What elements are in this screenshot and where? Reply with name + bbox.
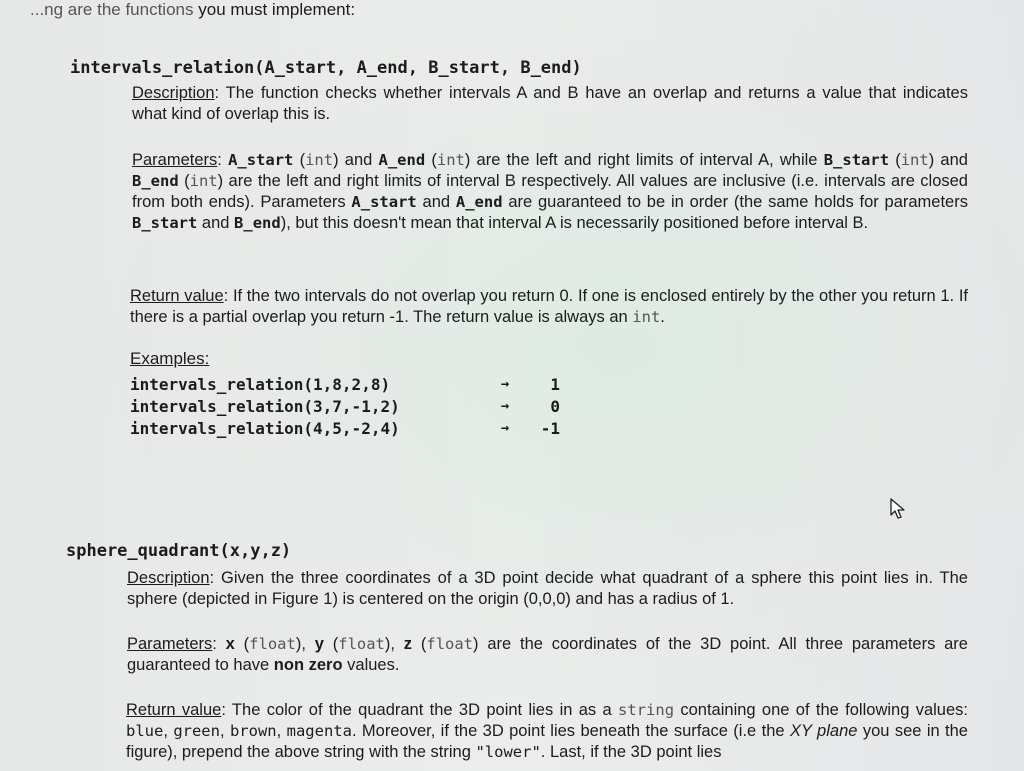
and-text: and <box>422 193 451 211</box>
type-int: int <box>305 151 334 169</box>
type-float: float <box>249 635 296 653</box>
type-int: int <box>436 151 465 169</box>
param-b-end: B_end <box>132 172 179 190</box>
params-text-2: values. <box>347 656 400 674</box>
func2-parameters-label: Parameters <box>127 635 213 653</box>
params-text-4: ), but this doesn't mean that interval A is necessarily positioned before interval B. <box>280 214 869 232</box>
func1-description-text: : The function checks whether intervals A and B have an overlap and returns a value that indicates what kind of overlap this is. <box>132 84 968 123</box>
example-call: intervals_relation(4,5,-2,4) <box>130 418 400 438</box>
func2-signature: sphere_quadrant(x,y,z) <box>66 541 292 561</box>
func2-return-text-4: you see in the figure), prepend the above string with the string <box>126 722 968 761</box>
param-a-end: A_end <box>455 193 503 211</box>
param-y: y <box>314 635 324 653</box>
func1-return-label: Return value <box>130 287 224 305</box>
example-row <box>130 417 560 439</box>
type-float: float <box>426 635 474 653</box>
example-row <box>130 395 560 417</box>
func2-return-text-1: : The color of the quadrant the 3D point lies in as a <box>221 701 612 719</box>
param-b-start: B_start <box>132 214 198 232</box>
return-type-int: int <box>632 308 661 326</box>
func1-description <box>132 83 968 125</box>
type-int: int <box>900 151 929 169</box>
param-a-end: A_end <box>378 151 426 169</box>
and-text: and <box>344 151 373 169</box>
arrow-icon: → <box>500 398 510 414</box>
param-b-start: B_start <box>823 151 890 169</box>
non-zero-text: non zero <box>273 656 343 674</box>
func2-return-text-3: . Moreover, if the 3D point lies beneath the surface (i.e the <box>351 722 785 740</box>
func1-return: Return value: If the two intervals do not overlap you return 0. If one is enclosed entirely by the other you return 1. If there is a partial overlap you return -1. The return value is always an int. <box>130 287 968 326</box>
param-b-end: B_end <box>234 214 281 232</box>
example-result: -1 <box>540 418 560 438</box>
param-a-start: A_start <box>228 151 294 169</box>
value-brown: brown <box>229 722 277 740</box>
type-int: int <box>189 172 218 190</box>
and-text: and <box>940 151 968 169</box>
arrow-icon: → <box>500 420 510 436</box>
func2-return-text-5: . Last, if the 3D point lies <box>540 743 722 761</box>
func1-return-text: : If the two intervals do not overlap you return 0. If one is enclosed entirely by the other you return 1. If there is a partial overlap you return -1. The return value is always an <box>130 287 968 326</box>
param-x: x <box>225 635 235 653</box>
type-float: float <box>338 635 385 653</box>
value-green: green <box>173 722 220 740</box>
section-intro <box>30 0 355 20</box>
value-magenta: magenta <box>286 722 352 740</box>
intro-text: you must implement: <box>198 0 356 19</box>
example-call: intervals_relation(3,7,-1,2) <box>130 396 400 416</box>
func2-return-label: Return value <box>126 701 222 719</box>
func2-parameters: Parameters: x (float), y (float), z (float) are the coordinates of the 3D point. All three parameters are guaranteed to have non zero values. <box>127 635 968 674</box>
params-text-1: are the coordinates of the 3D point. All three parameters are guaranteed to have <box>127 635 968 674</box>
func1-signature: intervals_relation(A_start, A_end, B_start, B_end) <box>70 58 582 78</box>
return-type-string: string <box>618 701 675 719</box>
params-text-3: are guaranteed to be in order (the same holds for parameters <box>508 193 968 211</box>
lower-string: "lower" <box>475 743 541 761</box>
func1-parameters: Parameters: A_start (int) and A_end (int) are the left and right limits of interval A, while B_start (int) and B_end (int) are the left and right limits of interval B respectively. All values are inclusive (i.e. intervals are closed from both ends). Parameters A_start and A_end are guaranteed to be in order (the same holds for parameters B_start and B_end), but this doesn't mean that interval A is necessarily positioned before interval B. <box>132 151 968 232</box>
func1-description-label: Description <box>132 84 215 102</box>
func2-return-text-2: containing one of the following values: <box>680 701 968 719</box>
func2-return: Return value: The color of the quadrant the 3D point lies in as a string containing one of the following values: blue, green, brown, magenta. Moreover, if the 3D point lies beneath the surface (i.e the XY plane you see in the figure), prepend the above string with the string "lower". Last, if the 3D point lies <box>126 701 968 761</box>
intro-faded-text: ...ng are the functions <box>30 0 194 19</box>
func2-description <box>127 568 968 610</box>
example-call: intervals_relation(1,8,2,8) <box>130 374 391 394</box>
example-result: 0 <box>550 396 560 416</box>
mouse-pointer-icon <box>889 497 911 526</box>
params-text-1: are the left and right limits of interval A, while <box>476 151 818 169</box>
params-text-2: are the left and right limits of interval B respectively. All values are inclusive (i.e. intervals are closed from both ends). Parameters <box>132 172 968 211</box>
func1-parameters-label: Parameters <box>132 151 218 169</box>
func2-description-label: Description <box>127 569 210 587</box>
value-blue: blue <box>126 722 164 740</box>
examples-label: Examples: <box>130 349 210 368</box>
param-z: z <box>403 635 413 653</box>
and-text: and <box>201 214 230 232</box>
xy-plane-text: XY plane <box>789 722 858 740</box>
func1-examples <box>130 349 560 439</box>
example-result: 1 <box>550 374 560 394</box>
arrow-icon: → <box>500 376 510 392</box>
param-a-start: A_start <box>351 193 417 211</box>
example-row <box>130 373 560 395</box>
func2-description-text: : Given the three coordinates of a 3D point decide what quadrant of a sphere this point lies in. The sphere (depicted in Figure 1) is centered on the origin (0,0,0) and has a radius of 1. <box>127 569 968 608</box>
